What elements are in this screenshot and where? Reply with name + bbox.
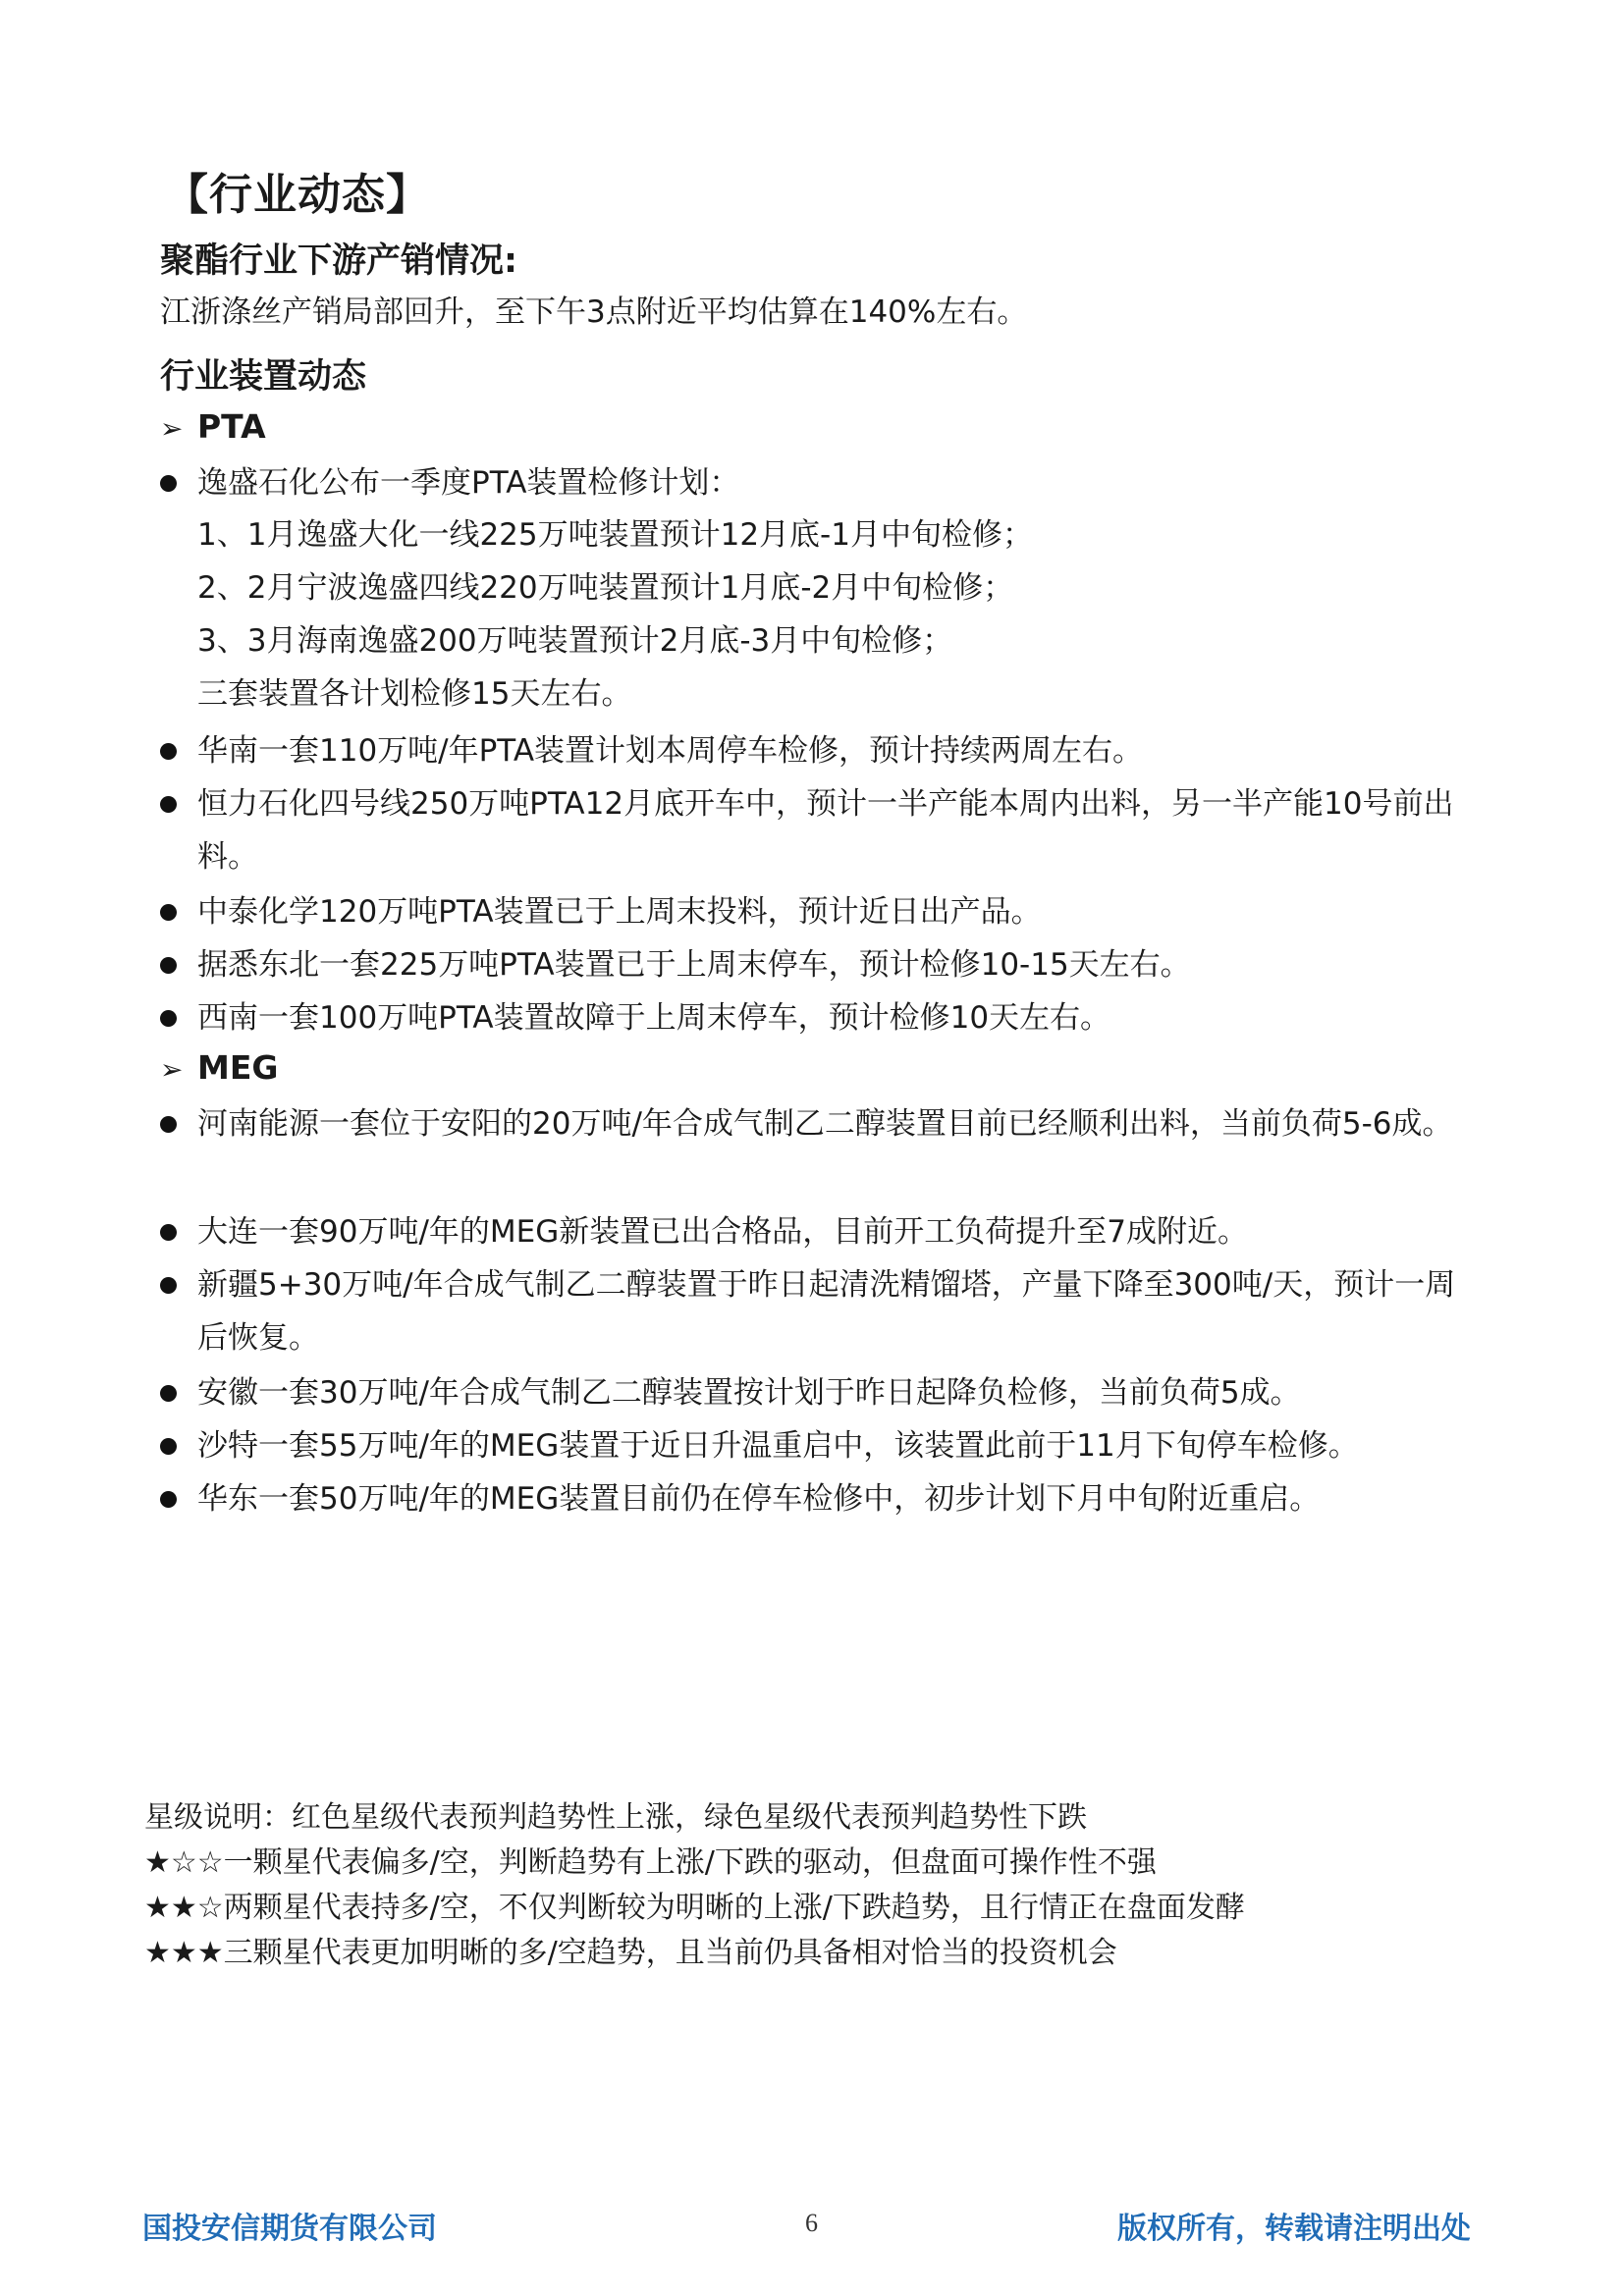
list-item: [157, 456, 1473, 509]
plan-line: 3、3月海南逸盛200万吨装置预计2月底-3月中旬检修；: [197, 623, 953, 659]
footer-company: 国投安信期货有限公司: [142, 2212, 437, 2246]
bullet-dot-icon: [160, 904, 177, 921]
list-item: [157, 938, 1473, 991]
bullet-dot-icon: [160, 1224, 177, 1241]
meg-section-label: [160, 1048, 278, 1087]
list-item: [157, 1205, 1473, 1258]
list-item-text: 中泰化学120万吨PTA装置已于上周末投料，预计近日出产品。: [197, 894, 1042, 930]
bullet-dot-icon: [160, 957, 177, 974]
list-item-text: 华南一套110万吨/年PTA装置计划本周停车检修，预计持续两周左右。: [197, 733, 1144, 769]
pta-label: PTA: [197, 407, 266, 446]
bullet-dot-icon: [160, 1116, 177, 1133]
devices-heading: 行业装置动态: [160, 357, 367, 397]
plan-line: 2、2月宁波逸盛四线220万吨装置预计1月底-2月中旬检修；: [197, 570, 1014, 606]
list-item: [157, 1258, 1473, 1364]
list-item-text: 据悉东北一套225万吨PTA装置已于上周末停车，预计检修10-15天左右。: [197, 947, 1191, 983]
bullet-dot-icon: [160, 743, 177, 760]
section-title: 【行业动态】: [165, 170, 430, 220]
sales-text: 江浙涤丝产销局部回升，至下午3点附近平均估算在140%左右。: [160, 294, 1028, 330]
list-item: [157, 991, 1473, 1044]
star-legend-line: ★☆☆一颗星代表偏多/空，判断趋势有上涨/下跌的驱动，但盘面可操作性不强: [144, 1845, 1157, 1880]
list-item-text: 新疆5+30万吨/年合成气制乙二醇装置于昨日起清洗精馏塔，产量下降至300吨/天，预计一周后恢复。: [197, 1267, 1456, 1356]
plan-line: 三套装置各计划检修15天左右。: [197, 676, 632, 712]
list-item-text: 华东一套50万吨/年的MEG装置目前仍在停车检修中，初步计划下月中旬附近重启。: [197, 1481, 1321, 1517]
bullet-dot-icon: [160, 1385, 177, 1402]
bullet-dot-icon: [160, 1491, 177, 1508]
star-legend-title: 星级说明：红色星级代表预判趋势性上涨，绿色星级代表预判趋势性下跌: [144, 1800, 1087, 1835]
list-item: [157, 777, 1473, 883]
list-item-text: 大连一套90万吨/年的MEG新装置已出合格品，目前开工负荷提升至7成附近。: [197, 1214, 1248, 1250]
list-item-text: 西南一套100万吨PTA装置故障于上周末停车，预计检修10天左右。: [197, 1000, 1111, 1036]
page-number: 6: [805, 2209, 818, 2237]
pta-section-label: [160, 407, 266, 446]
list-item: [157, 1419, 1473, 1472]
bullet-dot-icon: [160, 796, 177, 813]
bullet-dot-icon: [160, 1277, 177, 1294]
list-item-text: 恒力石化四号线250万吨PTA12月底开车中，预计一半产能本周内出料，另一半产能10号前出料。: [197, 786, 1454, 875]
list-item: [157, 1366, 1473, 1419]
meg-label: MEG: [197, 1048, 279, 1087]
list-item-text: 河南能源一套位于安阳的20万吨/年合成气制乙二醇装置目前已经顺利出料，当前负荷5-6成。: [197, 1106, 1453, 1142]
bullet-dot-icon: [160, 1438, 177, 1455]
star-legend-line: ★★★三颗星代表更加明晰的多/空趋势，且当前仍具备相对恰当的投资机会: [144, 1936, 1117, 1970]
list-item-text: 沙特一套55万吨/年的MEG装置于近日升温重启中，该装置此前于11月下旬停车检修。: [197, 1428, 1359, 1464]
list-item-text: 逸盛石化公布一季度PTA装置检修计划：: [197, 465, 740, 501]
star-legend-line: ★★☆两颗星代表持多/空，不仅判断较为明晰的上涨/下跌趋势，且行情正在盘面发酵: [144, 1891, 1245, 1925]
footer-copyright: 版权所有，转载请注明出处: [1117, 2212, 1471, 2246]
list-item: [157, 885, 1473, 938]
arrow-right-icon: ➢: [160, 1053, 184, 1086]
list-item: [157, 1472, 1473, 1525]
sales-heading: 聚酯行业下游产销情况:: [160, 241, 517, 281]
list-item-text: 安徽一套30万吨/年合成气制乙二醇装置按计划于昨日起降负检修，当前负荷5成。: [197, 1375, 1301, 1411]
list-item: [157, 1097, 1473, 1150]
bullet-dot-icon: [160, 1010, 177, 1027]
arrow-right-icon: ➢: [160, 412, 184, 445]
list-item: [157, 724, 1473, 777]
bullet-dot-icon: [160, 475, 177, 492]
plan-line: 1、1月逸盛大化一线225万吨装置预计12月底-1月中旬检修；: [197, 517, 1033, 553]
